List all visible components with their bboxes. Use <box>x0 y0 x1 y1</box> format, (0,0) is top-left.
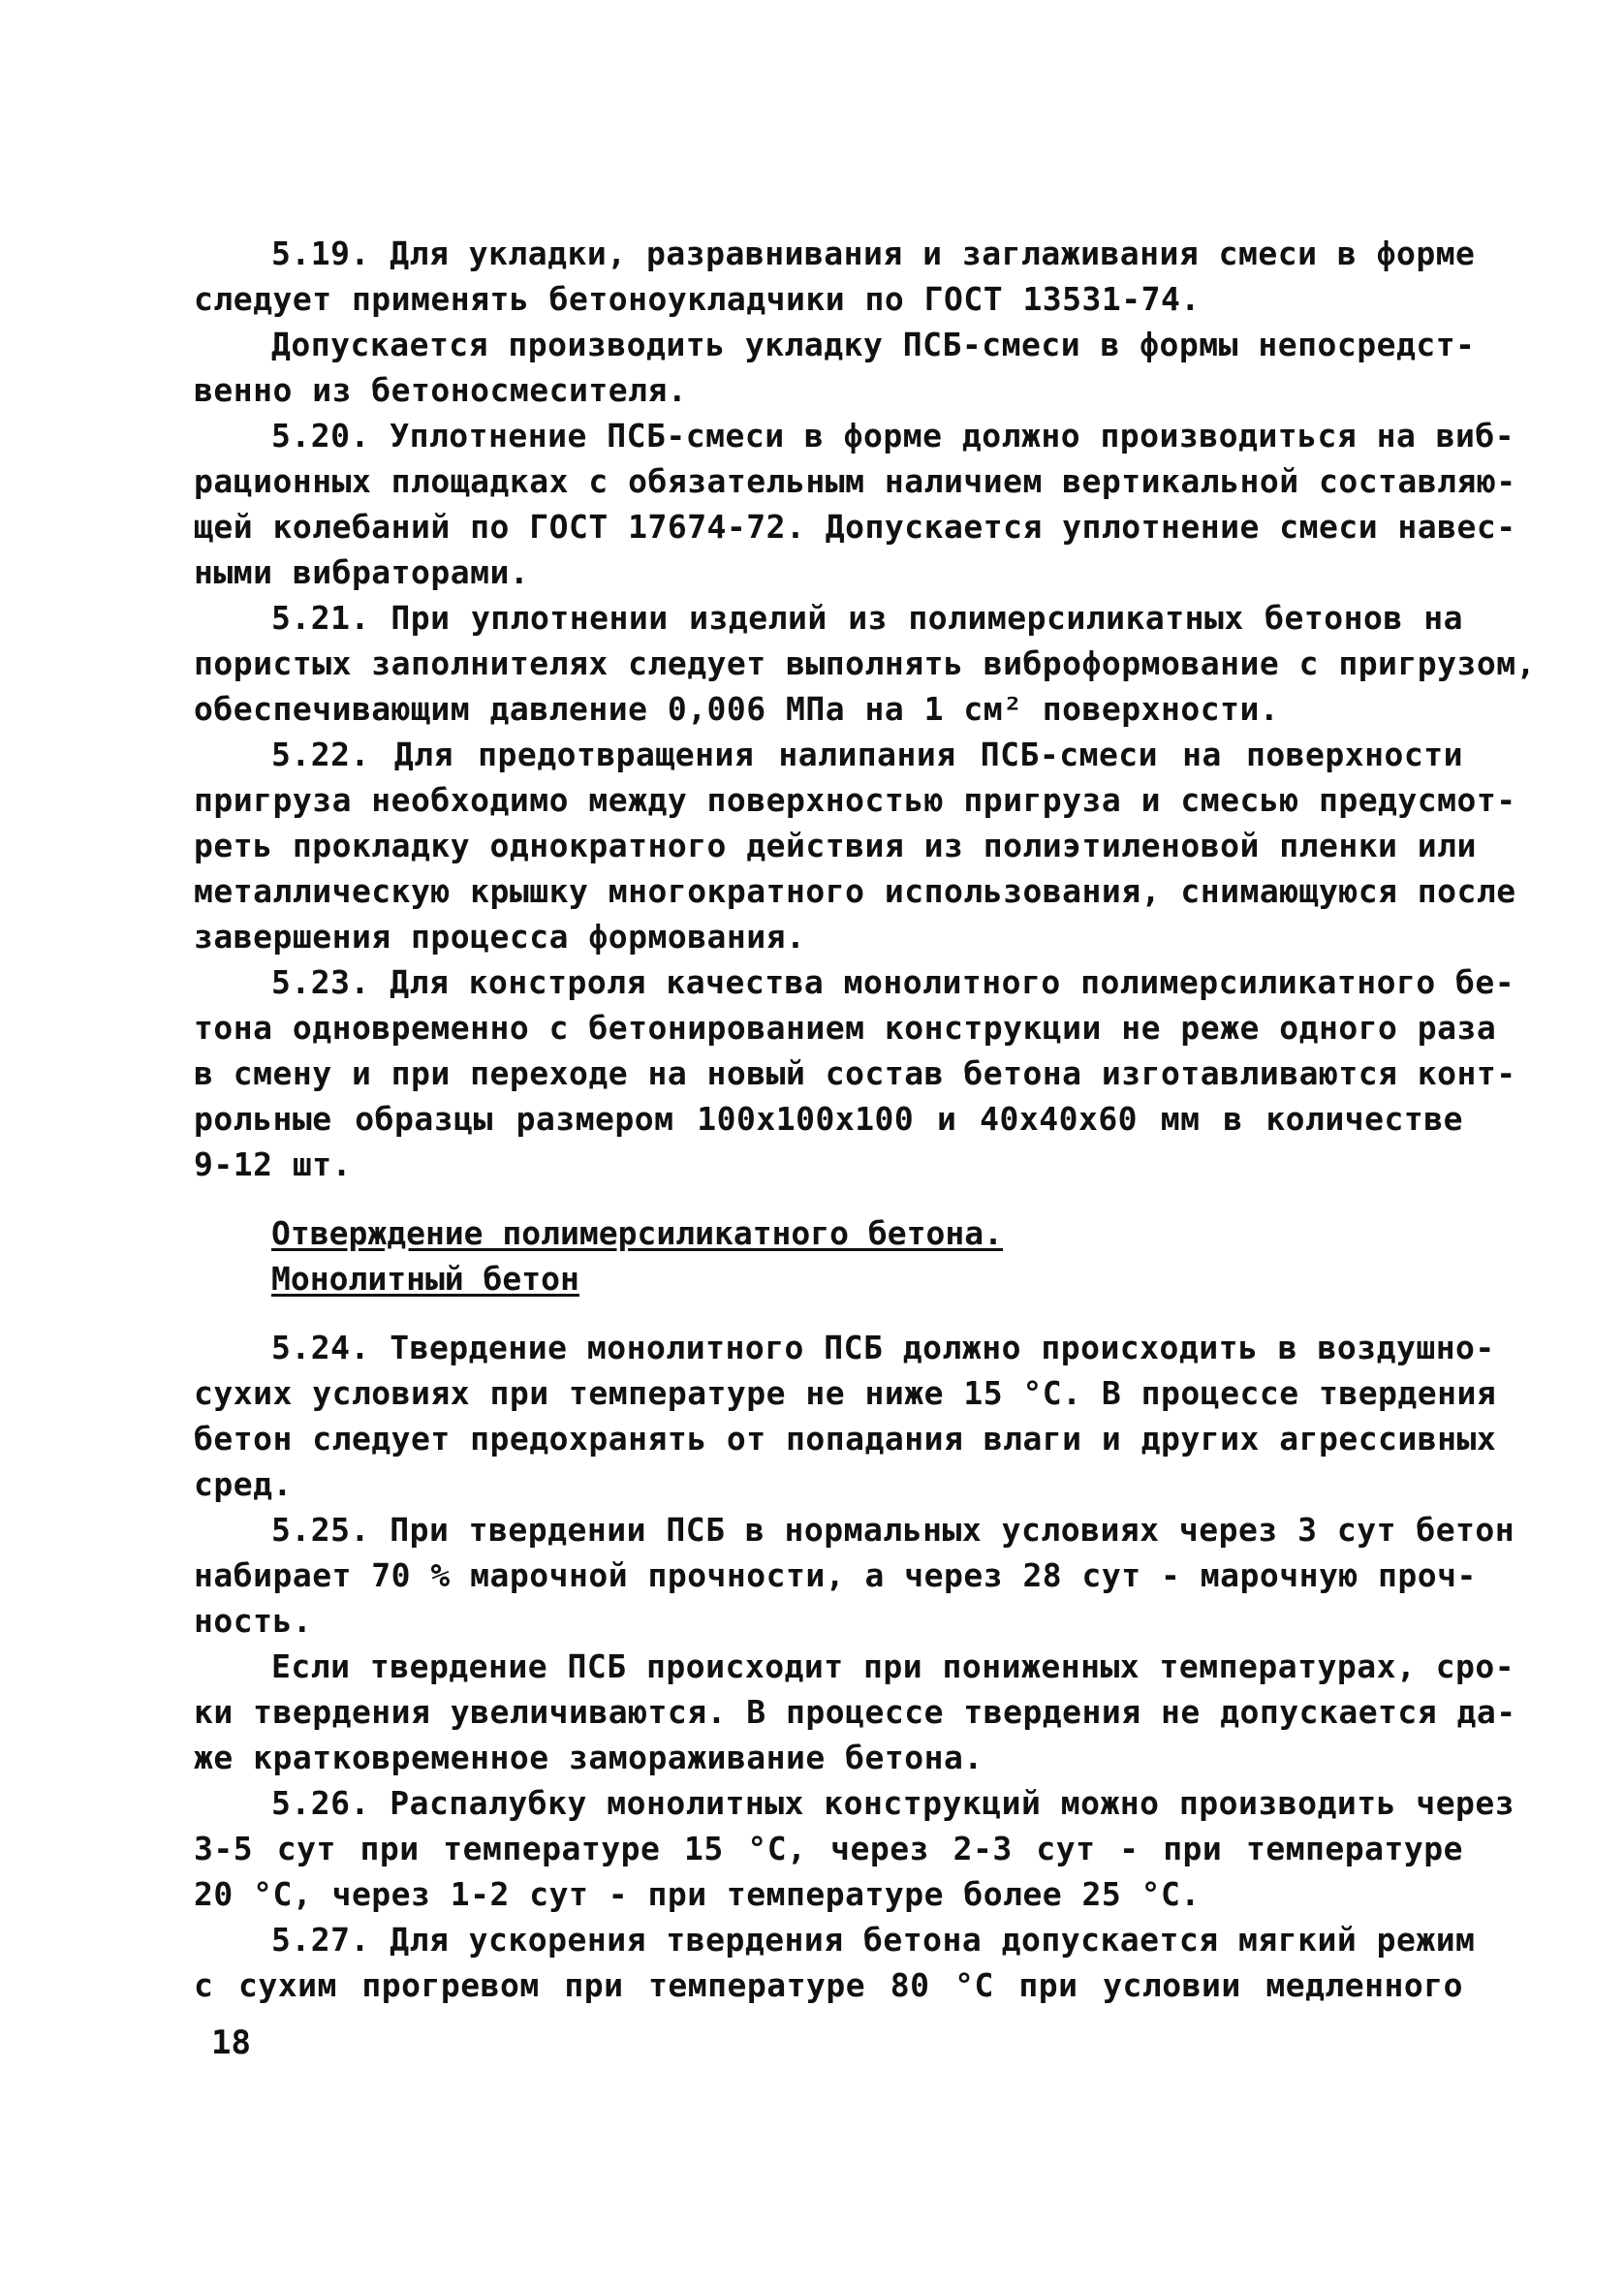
text-line: обеспечивающим давление 0,006 МПа на 1 см² поверхности. <box>194 690 1280 728</box>
text-line: завершения процесса формования. <box>194 918 806 956</box>
text-line: 5.27. Для ускорения твердения бетона допускается мягкий режим <box>271 1921 1476 1959</box>
text-line: ность. <box>194 1602 313 1640</box>
text-line: сред. <box>194 1465 293 1503</box>
document-page <box>194 231 1537 2008</box>
paragraph-5-22 <box>194 732 1516 959</box>
section-heading-line-2: Монолитный бетон <box>271 1260 579 1298</box>
text-line: сухих условиях при температуре не ниже 15 °С. В процессе твердения <box>194 1374 1497 1412</box>
paragraph-5-19 <box>194 231 1476 322</box>
spacer <box>194 1187 1463 1210</box>
text-line: 5.21. При уплотнении изделий из полимерсиликатных бетонов на <box>271 599 1463 637</box>
text-line: с сухим прогревом при температуре 80 °С при условии медленного <box>194 1966 1463 2004</box>
section-heading-line-1: Отверждение полимерсиликатного бетона. <box>271 1214 1003 1252</box>
text-line: рольные образцы размером 100х100х100 и 40х40х60 мм в количестве <box>194 1100 1463 1138</box>
paragraph-allowance <box>194 322 1476 413</box>
text-line: бетон следует предохранять от попадания влаги и других агрессивных <box>194 1420 1497 1458</box>
text-line: щей колебаний по ГОСТ 17674-72. Допускается уплотнение смеси навес- <box>194 508 1516 546</box>
text-line: 5.25. При твердении ПСБ в нормальных условиях через 3 сут бетон <box>271 1511 1515 1549</box>
spacer <box>194 1301 1463 1325</box>
text-line: в смену и при переходе на новый состав бетона изготавливаются конт- <box>194 1054 1516 1092</box>
text-line: пригруза необходимо между поверхностью пригруза и смесью предусмот- <box>194 781 1516 819</box>
text-line: рационных площадках с обязательным наличием вертикальной составляю- <box>194 462 1516 500</box>
text-line: же кратковременное замораживание бетона. <box>194 1739 984 1776</box>
text-line: 5.24. Твердение монолитного ПСБ должно происходить в воздушно- <box>271 1329 1495 1366</box>
text-line: ки твердения увеличиваются. В процессе твердения не допускается да- <box>194 1693 1516 1731</box>
paragraph-5-20 <box>194 413 1516 595</box>
text-line: ными вибраторами. <box>194 553 530 591</box>
text-line: тона одновременно с бетонированием конструкции не реже одного раза <box>194 1009 1497 1047</box>
paragraph-5-24 <box>194 1325 1497 1507</box>
text-line: пористых заполнителях следует выполнять виброформование с пригрузом, <box>194 644 1537 682</box>
page-number: 18 <box>211 2023 251 2062</box>
paragraph-5-25 <box>194 1507 1515 1644</box>
text-line: Если твердение ПСБ происходит при пониженных температурах, сро- <box>271 1647 1515 1685</box>
text-line: набирает 70 % марочной прочности, а через 28 сут - марочную проч- <box>194 1556 1477 1594</box>
text-line: 5.23. Для констроля качества монолитного полимерсиликатного бе- <box>271 963 1515 1001</box>
text-line: 5.26. Распалубку монолитных конструкций можно производить через <box>271 1784 1515 1822</box>
text-line: 5.19. Для укладки, разравнивания и заглаживания смеси в форме <box>271 235 1476 272</box>
text-line: металлическую крышку многократного использования, снимающуюся после <box>194 872 1516 910</box>
text-line: 3-5 сут при температуре 15 °С, через 2-3 сут - при температуре <box>194 1830 1463 1867</box>
text-line: 5.20. Уплотнение ПСБ-смеси в форме должно производиться на виб- <box>271 417 1515 455</box>
text-line: 5.22. Для предотвращения налипания ПСБ-смеси на поверхности <box>271 736 1463 773</box>
paragraph-5-26 <box>194 1780 1515 1917</box>
paragraph-low-temperature <box>194 1644 1516 1780</box>
text-line: венно из бетоносмесителя. <box>194 371 688 409</box>
text-line: 20 °С, через 1-2 сут - при температуре более 25 °С. <box>194 1875 1201 1913</box>
paragraph-5-21 <box>194 595 1537 732</box>
section-heading <box>194 1210 1463 1301</box>
text-line: 9-12 шт. <box>194 1145 352 1183</box>
text-line: реть прокладку однократного действия из полиэтиленовой пленки или <box>194 827 1477 864</box>
paragraph-5-23 <box>194 959 1516 1187</box>
text-line: следует применять бетоноукладчики по ГОСТ 13531-74. <box>194 280 1201 318</box>
paragraph-5-27 <box>194 1917 1476 2008</box>
text-line: Допускается производить укладку ПСБ-смеси в формы непосредст- <box>271 326 1476 363</box>
